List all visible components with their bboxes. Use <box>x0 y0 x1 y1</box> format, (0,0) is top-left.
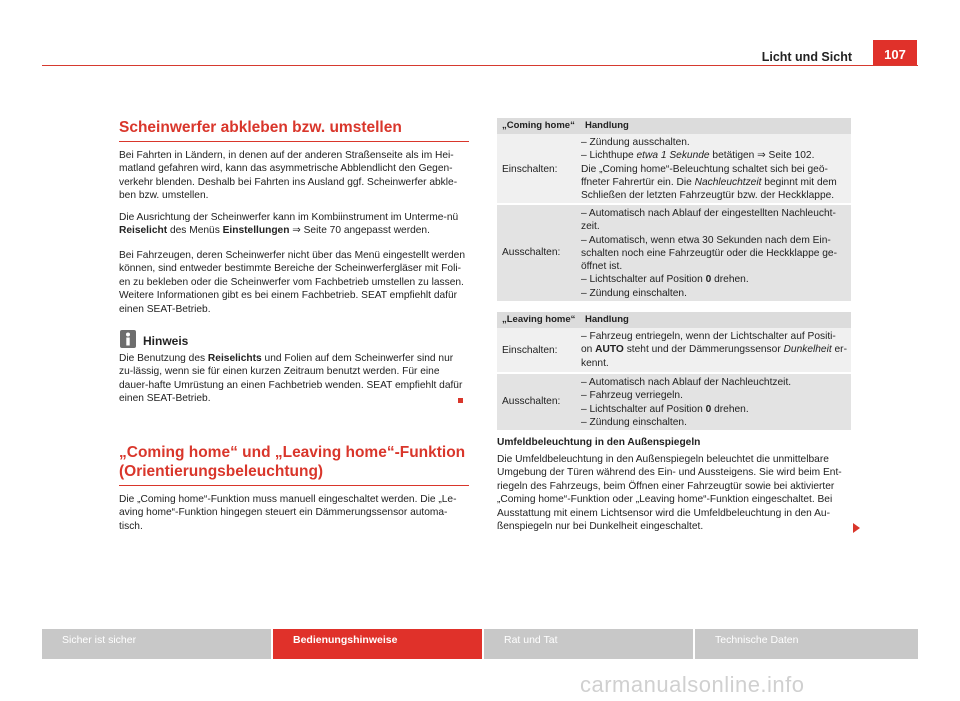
section-scheinwerfer <box>119 118 469 142</box>
footer-tab-bedienung[interactable]: Bedienungshinweise <box>273 629 482 659</box>
header-rule <box>42 65 918 66</box>
leaving-home-table <box>497 312 851 430</box>
footer-tab-rat[interactable]: Rat und Tat <box>484 629 693 659</box>
footer-tab-sicher[interactable]: Sicher ist sicher <box>42 629 271 659</box>
switch-position-symbol: AUTO <box>595 344 624 356</box>
section-title-rule <box>119 485 469 486</box>
subheading: Umfeldbeleuchtung in den Außenspiegeln <box>497 437 701 448</box>
table-row: Ausschalten: – Automatisch nach Ablauf der Nachleuchtzeit. – Fahrzeug verriegeln. – Lichtschalter auf Position 0 drehen. – Zündung einschalten. <box>497 374 851 430</box>
paragraph: Bei Fahrten in Ländern, in denen auf der anderen Straßenseite als im Hei-matland gefahren wird, kann das asymmetrische Abblendlicht den Gegen-verkehr blenden. Deshalb bei Fahrten ins Ausland ggf. Scheinwerfer abkle-ben bzw. umstellen. <box>119 150 458 202</box>
table-row: Ausschalten: – Automatisch nach Ablauf der eingestellten Nachleucht- zeit. – Automatisch, wenn etwa 30 Sekunden nach dem Ein- schalten noch eine Fahrzeugtür oder die Heckklappe ge- öffnet ist. – Lichtschalter auf Position 0 drehen. – Zündung einschalten. <box>497 205 851 301</box>
paragraph: Die Ausrichtung der Scheinwerfer kann im Kombiinstrument im Unterme-nü Reiselicht des Menüs Einstellungen ⇒ Seite 70 angepasst werden. <box>119 212 459 237</box>
section-title: „Coming home“ und „Leaving home“-Funktion (Orientierungsbeleuchtung) <box>119 444 466 480</box>
page-number: 107 <box>873 40 917 66</box>
paragraph: Die „Coming home“-Funktion muss manuell eingeschaltet werden. Die „Le-aving home“-Funktion hingegen steuert ein Dämmerungssensor automa-tisch. <box>119 494 457 532</box>
menu-label: Reiselicht <box>119 225 168 237</box>
section-title: Scheinwerfer abkleben bzw. umstellen <box>119 119 402 136</box>
paragraph: Die Umfeldbeleuchtung in den Außenspiegeln beleuchtet die unmittelbare Umgebung der Türen während des Ein- und Aussteigens. Sie wird beim Ent-riegeln des Fahrzeugs, beim Öffnen einer Fahrzeugtür sowie bei aktivierter „Coming home“-Funktion oder „Leaving home“-Funktion eingeschaltet. Bei Ausstattung mit einem Lichtsensor wird die Umfeldbeleuchtung in den Au-ßenspiegeln nur bei Dunkelheit eingeschaltet. <box>497 454 842 533</box>
continue-arrow-icon <box>853 523 860 533</box>
coming-home-table <box>497 118 851 301</box>
paragraph: Bei Fahrzeugen, deren Scheinwerfer nicht über das Menü eingestellt werden können, sind entweder bestimmte Bereiche der Scheinwerfergläser mit Foli-en zu bekleben oder die Scheinwerfer vom Fachbetrieb umstellen zu lassen. Weitere Informationen gibt es bei einem Fachbetrieb. SEAT empfiehlt dafür einen SEAT-Betrieb. <box>119 250 466 315</box>
page-header-title: Licht und Sicht <box>761 50 852 64</box>
note-text: Die Benutzung des Reiselichts und Folien auf dem Scheinwerfer sind nur zu-lässig, wenn sie für einen kurzen Zeitraum benutzt werden. Für eine dauer-hafte Umrüstung an einen Fachbetrieb wenden. SEAT empfiehlt dafür einen SEAT-Betrieb. <box>119 353 463 405</box>
table-header: „Coming home“ Handlung <box>497 118 851 134</box>
menu-label: Einstellungen <box>222 225 290 237</box>
table-header: „Leaving home“ Handlung <box>497 312 851 328</box>
section-end-marker <box>458 398 463 403</box>
section-title-rule <box>119 141 469 142</box>
table-row: Einschalten: – Fahrzeug entriegeln, wenn der Lichtschalter auf Positi- on AUTO steht und der Dämmerungssensor Dunkelheit er- kennt. <box>497 328 851 372</box>
footer-tab-technik[interactable]: Technische Daten <box>695 629 918 659</box>
watermark: carmanualsonline.info <box>580 672 805 697</box>
switch-position-symbol: 0 <box>705 403 712 415</box>
switch-position-symbol: 0 <box>705 274 712 286</box>
note-title: Hinweis <box>143 334 189 348</box>
section-coming-home <box>119 443 469 486</box>
info-note-icon <box>120 330 136 348</box>
table-row: Einschalten: – Zündung ausschalten. – Lichthupe etwa 1 Sekunde betätigen ⇒ Seite 102. Die „Coming home“-Beleuchtung schaltet sich bei geö- ffneter Fahrertür ein. Die Nachleuchtzeit beginnt mit dem Schließen der letzten Fahrzeugtür bzw. der Heckklappe. <box>497 134 851 203</box>
